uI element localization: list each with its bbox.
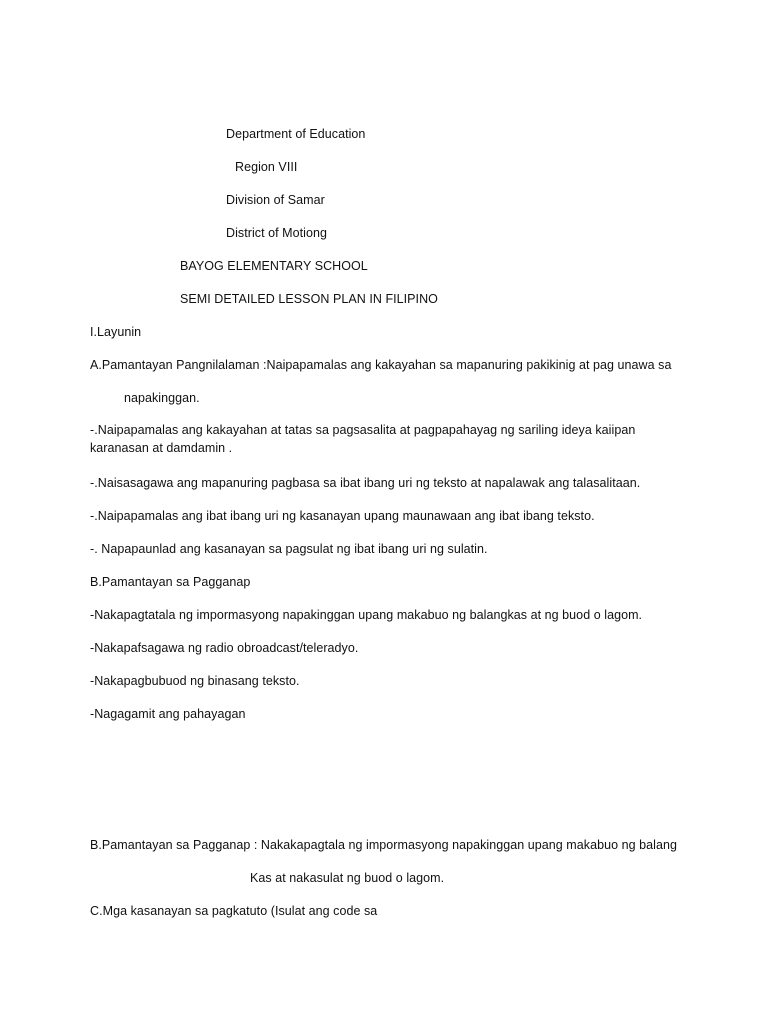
region-heading: Region VIII	[235, 160, 298, 174]
content-standard-a: A.Pamantayan Pangnilalaman :Naipapamalas ang kakayahan sa mapanuring pakikinig at pag unawa sa	[90, 358, 672, 372]
performance-standard-b-repeat-continuation: Kas at nakasulat ng buod o lagom.	[250, 871, 445, 885]
content-standard-item-4: -. Napapaunlad ang kasanayan sa pagsulat ng ibat ibang uri ng sulatin.	[90, 542, 488, 556]
performance-standard-item-2: -Nakapafsagawa ng radio obroadcast/teleradyo.	[90, 641, 359, 655]
district-heading: District of Motiong	[226, 226, 327, 240]
content-standard-item-1: -.Naipapamalas ang kakayahan at tatas sa pagsasalita at pagpapahayag ng sariling ideya kaiipan karanasan at damdamin .	[90, 423, 636, 455]
performance-standard-item-4: -Nagagamit ang pahayagan	[90, 707, 246, 721]
performance-standard-b: B.Pamantayan sa Pagganap	[90, 575, 251, 589]
lesson-plan-title: SEMI DETAILED LESSON PLAN IN FILIPINO	[180, 292, 438, 306]
division-heading: Division of Samar	[226, 193, 325, 207]
performance-standard-b-repeat: B.Pamantayan sa Pagganap : Nakakapagtala ng impormasyong napakinggan upang makabuo ng balang	[90, 838, 677, 852]
performance-standard-item-1: -Nakapagtatala ng impormasyong napakinggan upang makabuo ng balangkas at ng buod o lagom.	[90, 608, 643, 622]
content-standard-item-3: -.Naipapamalas ang ibat ibang uri ng kasanayan upang maunawaan ang ibat ibang teksto.	[90, 509, 595, 523]
department-heading: Department of Education	[226, 127, 366, 141]
content-standard-a-continuation: napakinggan.	[124, 391, 200, 405]
section-layunin: I.Layunin	[90, 325, 142, 339]
learning-competencies-c: C.Mga kasanayan sa pagkatuto (Isulat ang code sa	[90, 904, 378, 918]
school-name: BAYOG ELEMENTARY SCHOOL	[180, 259, 368, 273]
performance-standard-item-3: -Nakapagbubuod ng binasang teksto.	[90, 674, 300, 688]
content-standard-item-2: -.Naisasagawa ang mapanuring pagbasa sa ibat ibang uri ng teksto at napalawak ang talasalitaan.	[90, 476, 641, 490]
